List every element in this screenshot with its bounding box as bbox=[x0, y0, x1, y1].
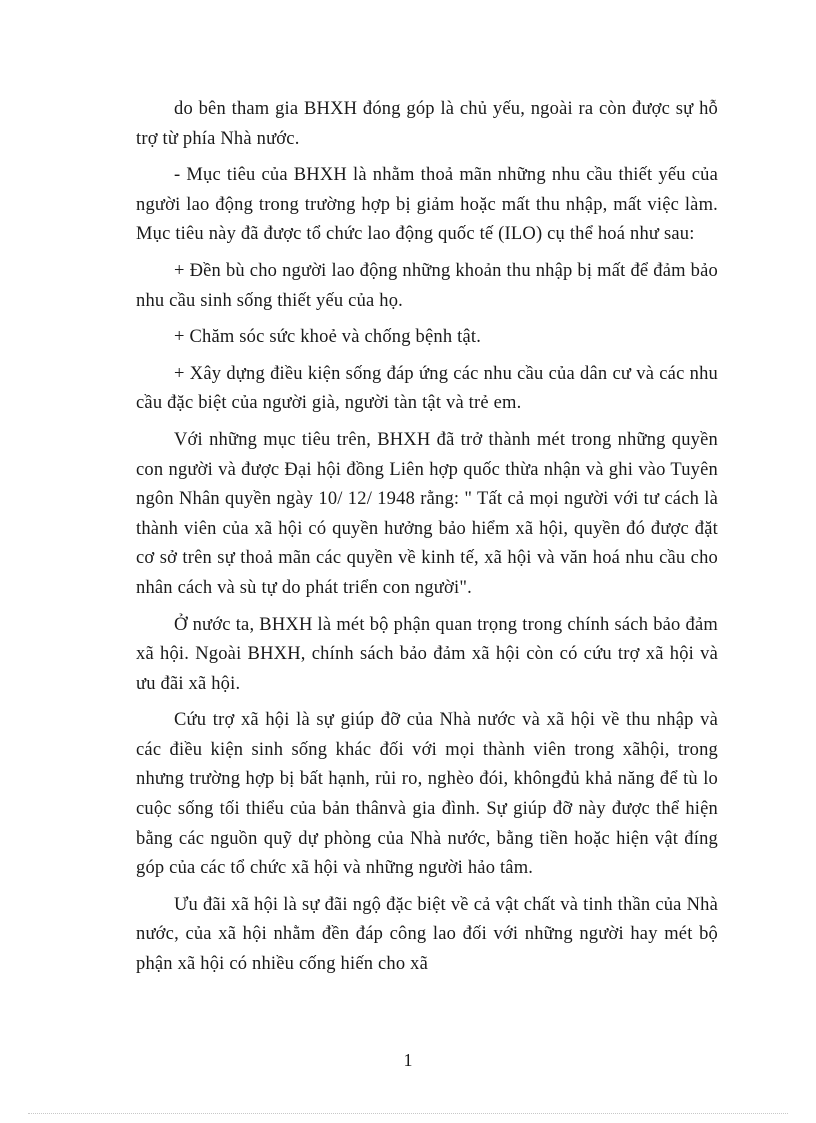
page-body bbox=[136, 95, 718, 987]
paragraph-5: + Xây dựng điều kiện sống đáp ứng các nhu cầu của dân cư và các nhu cầu đặc biệt của người già, người tàn tật và trẻ em. bbox=[136, 363, 718, 414]
page-bottom-divider bbox=[28, 1113, 788, 1114]
paragraph-9: Ưu đãi xã hội là sự đãi ngộ đặc biệt về cả vật chất và tinh thần của Nhà nước, của xã hội nhằm đền đáp công lao đối với những người hay mét bộ phận xã hội có nhiều cống hiến cho xã bbox=[136, 894, 718, 975]
paragraph-1: do bên tham gia BHXH đóng góp là chủ yếu, ngoài ra còn được sự hỗ trợ từ phía Nhà nước. bbox=[136, 99, 718, 149]
paragraph-6: Với những mục tiêu trên, BHXH đã trở thành mét trong những quyền con người và được Đại hội đồng Liên hợp quốc thừa nhận và ghi vào Tuyên ngôn Nhân quyền ngày 10/ 12/ 1948 rằng: " Tất cả mọi người với tư cách là thành viên của xã hội có quyền hưởng bảo hiểm xã hội, quyền đó được đặt cơ sở trên sự thoả mãn các quyền về kinh tế, xã hội và văn hoá nhu cầu cho nhân cách và sù tự do phát triển con người". bbox=[136, 429, 718, 598]
paragraph-2: - Mục tiêu của BHXH là nhằm thoả mãn những nhu cầu thiết yếu của người lao động trong trường hợp bị giảm hoặc mất thu nhập, mất việc làm. Mục tiêu này đã được tổ chức lao động quốc tế (ILO) cụ thể hoá như sau: bbox=[136, 165, 718, 245]
paragraph-7: Ở nước ta, BHXH là mét bộ phận quan trọng trong chính sách bảo đảm xã hội. Ngoài BHXH, chính sách bảo đảm xã hội còn có cứu trợ xã hội và ưu đãi xã hội. bbox=[136, 614, 718, 694]
paragraph-8: Cứu trợ xã hội là sự giúp đỡ của Nhà nước và xã hội về thu nhập và các điều kiện sinh sống khác đối với mọi thành viên trong xãhội, trong nhưng trường hợp bị bất hạnh, rủi ro, nghèo đói, khôngđủ khả năng để tù lo cuộc sống tối thiểu của bản thânvà gia đình. Sự giúp đỡ này được thể hiện bằng các nguồn quỹ dự phòng của Nhà nước, bằng tiền hoặc hiện vật đíng góp của các tổ chức xã hội và những người hảo tâm. bbox=[136, 710, 718, 879]
paragraph-4: + Chăm sóc sức khoẻ và chống bệnh tật. bbox=[174, 327, 482, 348]
page-number: 1 bbox=[403, 1050, 413, 1070]
paragraph-3: + Đền bù cho người lao động những khoản thu nhập bị mất để đảm bảo nhu cầu sinh sống thiết yếu của họ. bbox=[136, 260, 718, 311]
